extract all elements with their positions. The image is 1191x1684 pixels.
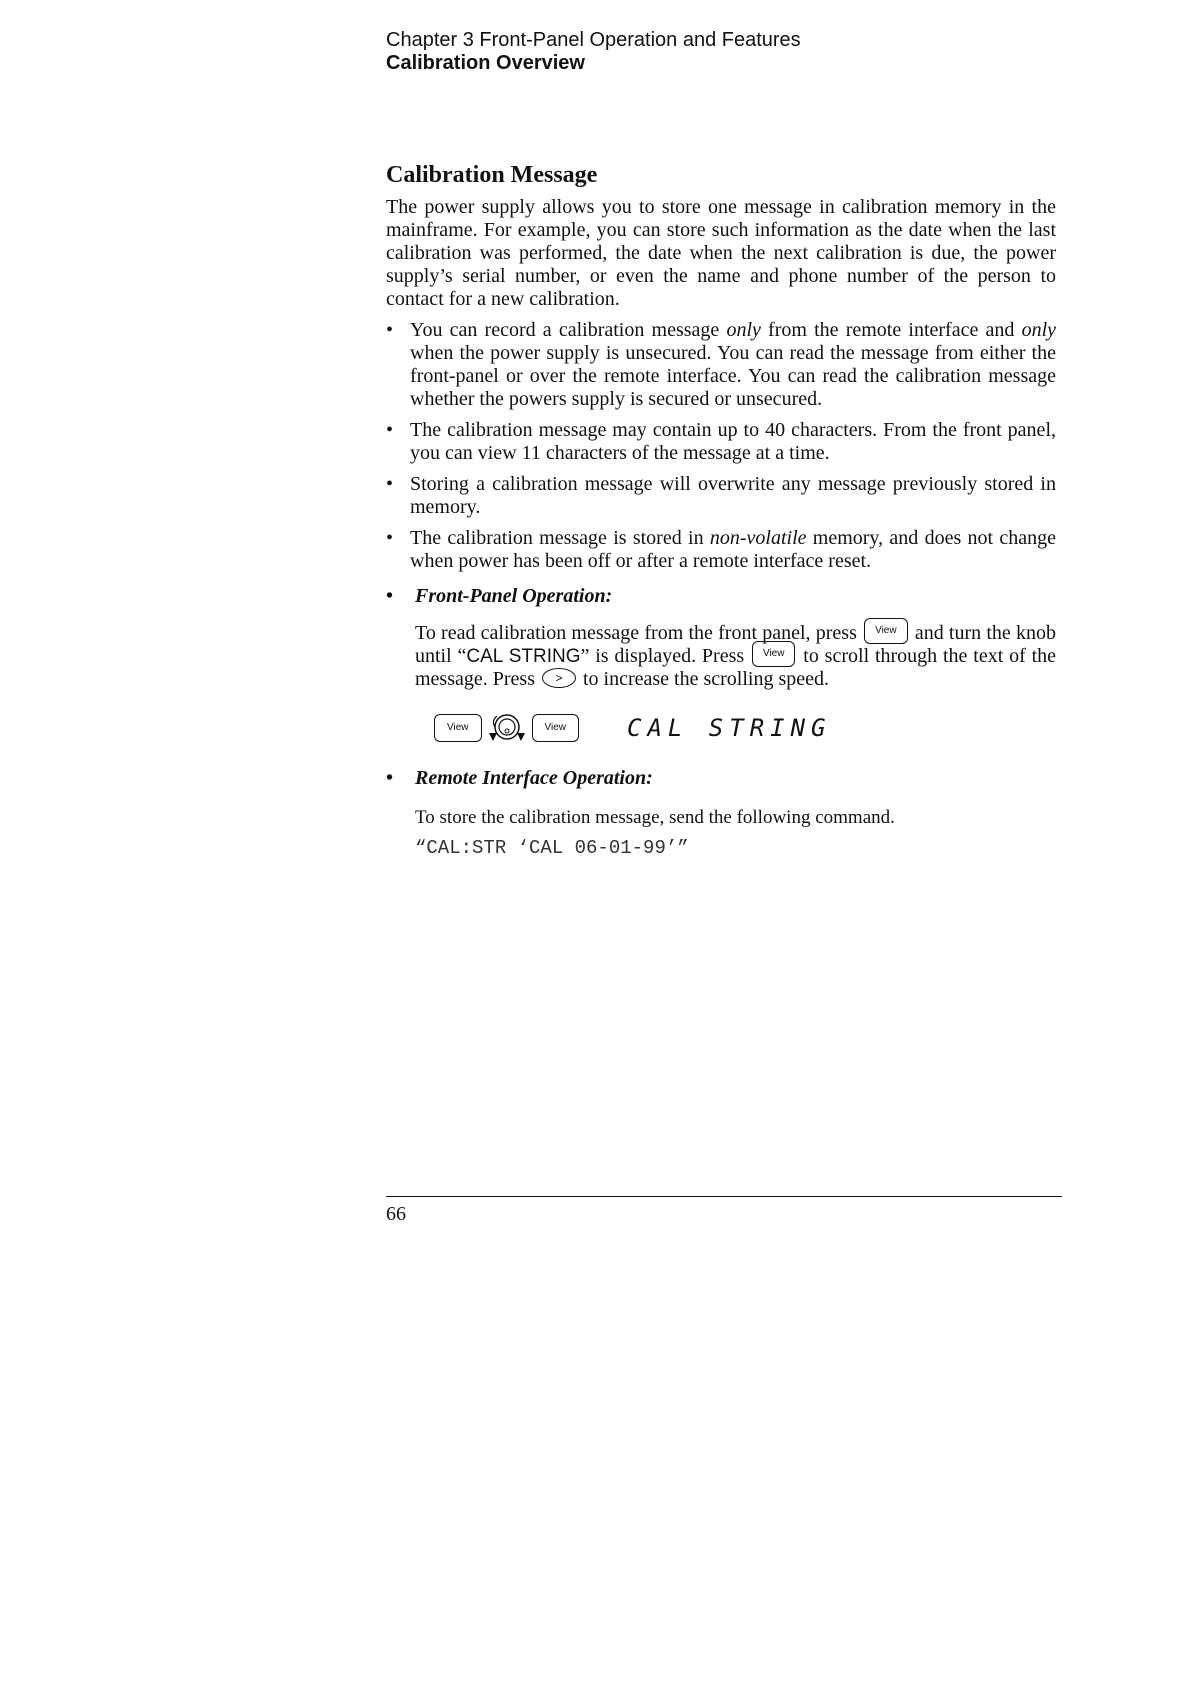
view-key-icon: View (532, 714, 580, 742)
instruction-text: To read calibration message from the front panel, press (415, 622, 863, 644)
bullet-text: when the power supply is unsecured. You can read the message from either the front-panel or over the remote interface. You can read the calibration message whether the powers supply is secured or unsecured. (410, 342, 1056, 410)
list-item (386, 319, 1056, 411)
view-key-icon: View (864, 618, 908, 644)
section-title: Calibration Overview (386, 52, 585, 74)
instruction-text: to scroll through the text of the message. Press (415, 645, 1057, 690)
front-panel-heading: • Front-Panel Operation: (386, 585, 1056, 608)
bullet-list (386, 319, 1056, 573)
page-number: 66 (386, 1203, 406, 1225)
bullet-emphasis: only (726, 319, 761, 341)
remote-heading: • Remote Interface Operation: (386, 767, 1056, 790)
main-content (386, 160, 1056, 860)
chapter-title: Chapter 3 Front-Panel Operation and Features (386, 29, 801, 51)
bullet-text: Storing a calibration message will overwrite any message previously stored in memory. (410, 473, 1056, 518)
bullet-emphasis: only (1021, 319, 1057, 341)
intro-paragraph: The power supply allows you to store one message in calibration memory in the mainframe. For example, you can store such information as the date when the last calibration was performed, the date when the next calibration is due, the power supply’s serial number, or even the name and phone number of the person to contact for a new calibration. (386, 196, 1056, 310)
bullet-text: The calibration message is stored in (410, 527, 710, 549)
instruction-text: ” is displayed. Press (580, 645, 750, 667)
right-arrow-key-icon: > (542, 668, 576, 688)
bullet-text: from the remote interface and (760, 319, 1022, 341)
view-key-icon: View (434, 714, 482, 742)
bullet-text: The calibration message may contain up to 40 characters. From the front panel, you can view 11 characters of the message at a time. (410, 419, 1056, 464)
list-item (386, 419, 1056, 465)
front-panel-instructions (415, 622, 1056, 691)
list-item (386, 527, 1056, 573)
view-key-icon: View (752, 641, 796, 667)
instruction-text: and turn the knob until “ (415, 622, 1057, 667)
instruction-text: to increase the scrolling speed. (577, 668, 830, 690)
remote-instructions: To store the calibration message, send the following command. (415, 807, 895, 828)
key-sequence (434, 711, 1056, 745)
footer-divider (386, 1196, 1062, 1197)
knob-icon (485, 711, 529, 745)
bullet-emphasis: non-volatile (709, 527, 807, 549)
page-title: Calibration Message (386, 162, 598, 188)
command-example: “CAL:STR ‘CAL 06-01-99’” (415, 837, 689, 859)
vfd-display: CAL STRING (627, 714, 832, 742)
bullet-text: memory, and does not change when power has been off or after a remote interface reset. (410, 527, 1057, 572)
list-item (386, 473, 1056, 519)
inline-display-text: CAL STRING (466, 646, 581, 667)
page-header (386, 29, 801, 75)
bullet-text: You can record a calibration message (410, 319, 727, 341)
